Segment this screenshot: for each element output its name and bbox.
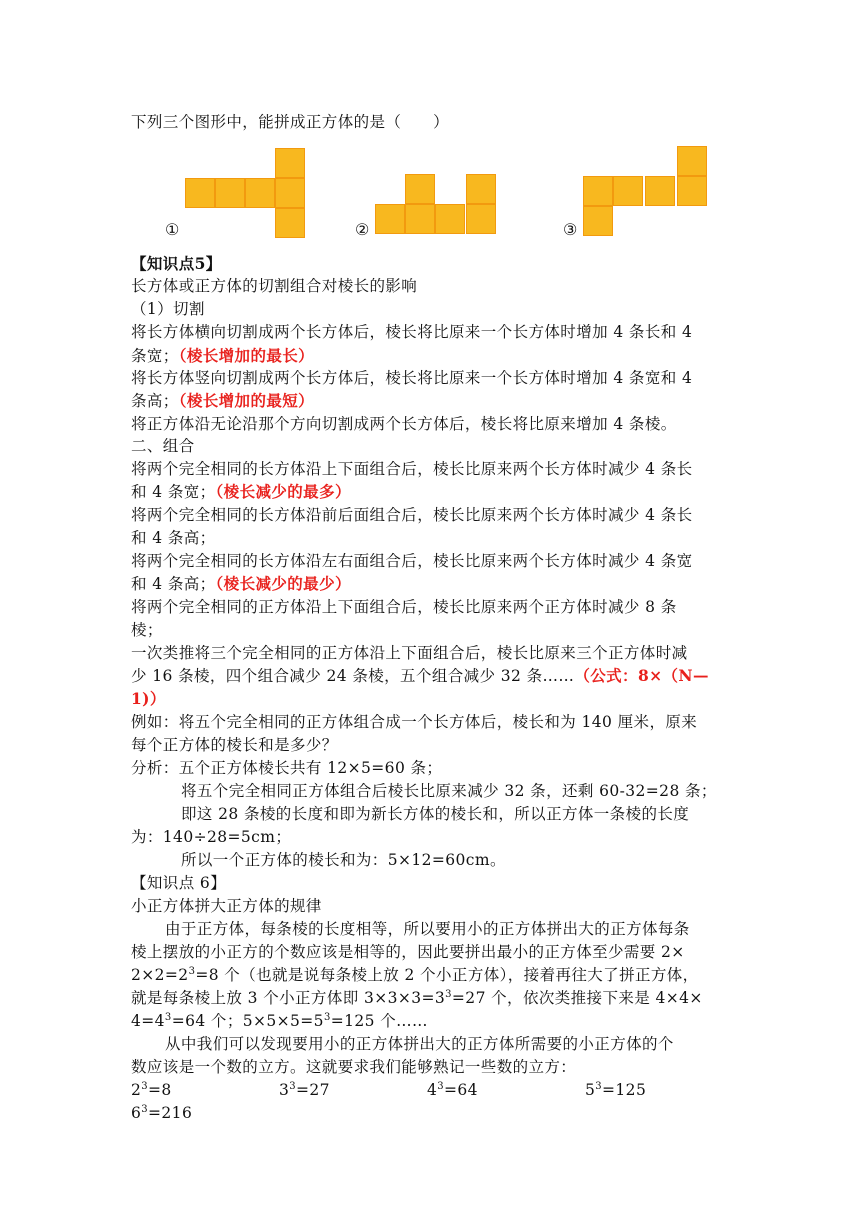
- kp5-analysis-4: 为：140÷28=5cm；: [131, 828, 292, 846]
- kp5-title: 长方体或正方体的切割组合对棱长的影响: [131, 277, 418, 295]
- figure-label-2: ②: [355, 220, 370, 239]
- kp5-cut3: 将正方体沿无论沿那个方向切割成两个长方体后，棱长将比原来增加 4 条棱。: [131, 415, 677, 433]
- net-square: [435, 204, 465, 234]
- kp6-p2-line1: 从中我们可以发现要用小的正方体拼出大的正方体所需要的小正方体的个: [165, 1035, 674, 1053]
- kp6-p1-line5: $4=4^3=64$ 个；$5\times 5\times 5=5^3=125$ 个……: [131, 1011, 428, 1030]
- kp5-analysis-1: 分析：五个正方体棱长共有 12×5=60 条；: [131, 759, 443, 777]
- kp5-example-line2: 每个正方体的棱长和是多少？: [131, 736, 338, 754]
- kp5-formula-end: 1)）: [131, 689, 166, 708]
- net-square: [405, 204, 435, 234]
- net-square: [275, 208, 305, 238]
- kp6-title: 小正方体拼大正方体的规律: [131, 897, 322, 915]
- kp5-comb3-line2: 和 4 条高；（棱长减少的最少）: [131, 574, 351, 593]
- kp6-p1-line2: 棱上摆放的小正方的个数应该是相等的，因此要拼出最小的正方体至少需要 2×: [131, 943, 685, 961]
- kp5-cut2-line1: 将长方体竖向切割成两个长方体后，棱长将比原来一个长方体时增加 4 条宽和 4: [131, 369, 693, 387]
- kp5-comb2-line1: 将两个完全相同的长方体沿前后面组合后，棱长比原来两个长方体时减少 4 条长: [131, 506, 693, 524]
- net-square: [466, 204, 496, 234]
- figure-label-3: ③: [563, 220, 578, 239]
- kp5-comb2-line2: 和 4 条高；: [131, 529, 216, 547]
- kp5-heading: 【知识点5】: [131, 254, 222, 273]
- question-text: 下列三个图形中，能拼成正方体的是（ ）: [131, 113, 450, 131]
- cube-value: $6^3=216$: [131, 1103, 193, 1122]
- cube-net-figure-2: [375, 174, 505, 234]
- kp5-cut-heading: （1）切割: [131, 300, 205, 318]
- net-square: [215, 178, 245, 208]
- kp5-comb3-line1: 将两个完全相同的长方体沿左右面组合后，棱长比原来两个长方体时减少 4 条宽: [131, 552, 693, 570]
- net-square: [275, 148, 305, 178]
- kp5-example-line1: 例如：将五个完全相同的正方体组合成一个长方体后，棱长和为 140 厘米，原来: [131, 713, 698, 731]
- net-square: [275, 178, 305, 208]
- cube-value: $3^3=27$: [279, 1080, 330, 1099]
- kp5-cut2-note: （棱长增加的最短）: [178, 391, 315, 410]
- kp5-analysis-3: 即这 28 条棱的长度和即为新长方体的棱长和，所以正方体一条棱的长度: [181, 805, 690, 823]
- kp5-combine-heading: 二、组合: [131, 437, 195, 455]
- kp5-comb4-line1: 将两个完全相同的正方体沿上下面组合后，棱长比原来两个正方体时减少 8 条: [131, 598, 677, 616]
- net-square: [583, 176, 613, 206]
- kp5-analysis-5: 所以一个正方体的棱长和为：5×12=60cm。: [181, 851, 506, 869]
- net-square: [645, 176, 675, 206]
- kp5-comb1-line1: 将两个完全相同的长方体沿上下面组合后，棱长比原来两个长方体时减少 4 条长: [131, 460, 693, 478]
- kp5-formula: （公式：8×（N—: [574, 666, 709, 685]
- net-square: [466, 174, 496, 204]
- kp5-cut2-line2: 条高；（棱长增加的最短）: [131, 391, 315, 410]
- net-square: [375, 204, 405, 234]
- net-square: [677, 176, 707, 206]
- cube-value: $5^3=125$: [585, 1080, 647, 1099]
- cube-values: [131, 1078, 731, 1126]
- kp5-comb5-line2: 少 16 条棱，四个组合减少 24 条棱，五个组合减少 32 条……（公式：8×（N—: [131, 666, 709, 685]
- cube-net-figure-1: [185, 148, 315, 234]
- figure-label-1: ①: [165, 220, 180, 239]
- kp5-cut1-note: （棱长增加的最长）: [178, 346, 315, 365]
- kp6-p2-line2: 数应该是一个数的立方。这就要求我们能够熟记一些数的立方：: [131, 1058, 577, 1076]
- kp5-comb5-line1: 一次类推将三个完全相同的正方体沿上下面组合后，棱长比原来三个正方体时减: [131, 644, 688, 662]
- net-square: [185, 178, 215, 208]
- net-square: [405, 174, 435, 204]
- net-square: [677, 146, 707, 176]
- kp6-p1-line3: $2\times 2=2^3=8$ 个（也就是说每条棱上放 2 个小正方体），接着再往大了拼正方体，: [131, 965, 699, 984]
- cube-net-figure-3: [583, 146, 713, 236]
- cube-value: $4^3=64$: [427, 1080, 478, 1099]
- kp5-comb1-line2: 和 4 条宽；（棱长减少的最多）: [131, 482, 351, 501]
- kp6-p1-line1: 由于正方体，每条棱的长度相等，所以要用小的正方体拼出大的正方体每条: [165, 920, 690, 938]
- kp6-p1-line4: 就是每条棱上放 3 个小正方体即 $3\times 3\times 3=3^3=27$ 个，依次类推接下来是 4×4×: [131, 988, 703, 1007]
- net-square: [613, 176, 643, 206]
- cube-value: $2^3=8$: [131, 1080, 172, 1099]
- net-square: [245, 178, 275, 208]
- kp5-cut1-line1: 将长方体横向切割成两个长方体后，棱长将比原来一个长方体时增加 4 条长和 4: [131, 323, 693, 341]
- kp5-comb4-line2: 棱；: [131, 621, 163, 639]
- kp5-cut1-line2: 条宽；（棱长增加的最长）: [131, 346, 315, 365]
- kp5-comb1-note: （棱长减少的最多）: [215, 482, 351, 501]
- net-square: [583, 206, 613, 236]
- kp5-analysis-2: 将五个完全相同正方体组合后棱长比原来减少 32 条，还剩 60-32=28 条；: [181, 782, 717, 800]
- kp6-heading: 【知识点 6】: [131, 874, 227, 892]
- kp5-comb3-note: （棱长减少的最少）: [215, 574, 351, 593]
